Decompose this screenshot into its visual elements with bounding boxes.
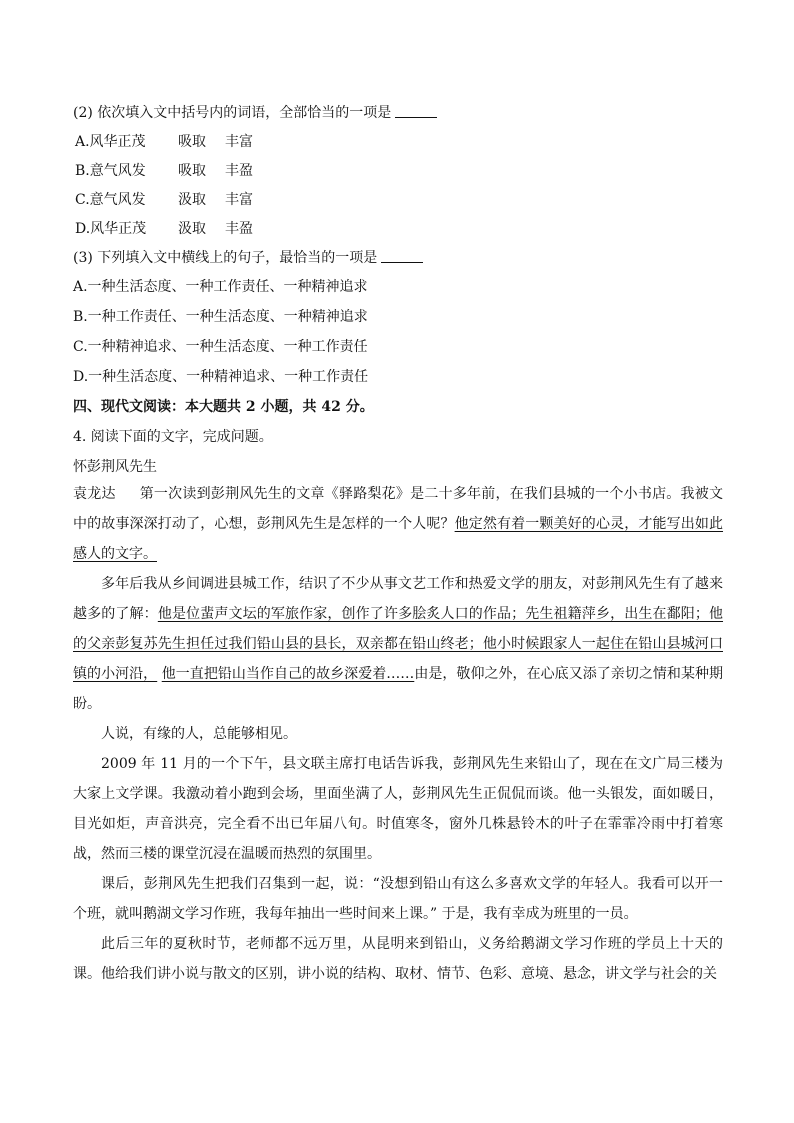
answer-blank	[381, 248, 423, 263]
option-word-1: 汲取	[178, 192, 206, 208]
question-2-option-a	[73, 132, 723, 152]
article-paragraph-5: 课后，彭荆风先生把我们召集到一起，说：“没想到铅山有这么多喜欢文学的年轻人。我看可以开一个班，就叫鹅湖文学习作班，我每年抽出一些时间来上课。” 于是，我有幸成为班里的一员。	[73, 876, 723, 922]
article-author: 袁龙达	[73, 486, 116, 502]
option-word-2: 丰富	[225, 192, 253, 208]
option-word-1: 吸取	[178, 134, 206, 150]
option-word-1: 吸取	[178, 163, 206, 179]
underlined-sentence: 他是位蜚声文坛的军旅作家，创作了许多脍炙人口的作品；先生祖籍萍乡，出生在鄱阳；他的父亲彭复苏先生担任过我们铅山县的县长，双亲都在铅山终老；他小时候跟家人一起住在铅山县城河口镇的小河沿，	[73, 606, 724, 682]
question-3-stem: (3) 下列填入文中横线上的句子，最恰当的一项是	[73, 248, 723, 268]
underlined-sentence: 他一直把铅山当作自己的故乡深爱着……	[161, 666, 415, 682]
question-2-option-b	[73, 161, 723, 181]
question-2-option-c	[73, 190, 723, 210]
underlined-sentence: 他定然有着一颗美好的心灵，才能写出如此感人的文字。	[73, 516, 724, 562]
question-3-option-b: B.一种工作责任、一种生活态度、一种精神追求	[73, 309, 368, 325]
article-paragraph-4: 2009 年 11 月的一个下午，县文联主席打电话告诉我，彭荆风先生来铅山了，现在在文广局三楼为大家上文学课。我激动着小跑到会场，里面坐满了人，彭荆风先生正侃侃而谈。他一头银发，面如暖日，目光如炬，声音洪亮，完全看不出已年届八旬。时值寒冬，窗外几株悬铃木的叶子在霏霏冷雨中打着寒战，然而三楼的课堂沉浸在温暖而热烈的氛围里。	[73, 756, 723, 862]
article-paragraph-3: 人说，有缘的人，总能够相见。	[101, 726, 297, 742]
page-content	[73, 103, 723, 989]
article-title: 怀彭荆风先生	[73, 459, 157, 475]
option-word-1: 汲取	[178, 221, 206, 237]
answer-blank	[395, 103, 437, 118]
question-4-instruction: 4. 阅读下面的文字，完成问题。	[73, 429, 273, 445]
option-label: B.意气风发	[75, 163, 146, 179]
option-word-2: 丰盈	[225, 221, 253, 237]
question-3-option-a: A.一种生活态度、一种工作责任、一种精神追求	[73, 279, 368, 295]
article-paragraph-1: 袁龙达 第一次读到彭荆风先生的文章《驿路梨花》是二十多年前，在我们县城的一个小书店。我被文中的故事深深打动了，心想，彭荆风先生是怎样的一个人呢？他定然有着一颗美好的心灵，才能写出如此感人的文字。	[73, 486, 724, 562]
question-3-option-c: C.一种精神追求、一种生活态度、一种工作责任	[73, 339, 368, 355]
question-2-stem: (2) 依次填入文中括号内的词语，全部恰当的一项是	[73, 103, 723, 123]
option-word-2: 丰盈	[225, 163, 253, 179]
option-word-2: 丰富	[225, 134, 253, 150]
question-2-option-d	[73, 219, 723, 239]
article-paragraph-2: 多年后我从乡间调进县城工作，结识了不少从事文艺工作和热爱文学的朋友，对彭荆风先生有了越来越多的了解：他是位蜚声文坛的军旅作家，创作了许多脍炙人口的作品；先生祖籍萍乡，出生在鄱阳；他的父亲彭复苏先生担任过我们铅山县的县长，双亲都在铅山终老；他小时候跟家人一起住在铅山县城河口镇的小河沿， 他一直把铅山当作自己的故乡深爱着……由是，敬仰之外，在心底又添了亲切之情和某种期盼。	[73, 576, 724, 712]
section-heading: 四、现代文阅读：本大题共 2 小题，共 42 分。	[73, 399, 374, 415]
option-label: C.意气风发	[75, 192, 146, 208]
option-label: A.风华正茂	[75, 134, 146, 150]
option-label: D.风华正茂	[75, 221, 147, 237]
article-paragraph-6: 此后三年的夏秋时节，老师都不远万里，从昆明来到铅山，义务给鹅湖文学习作班的学员上十天的课。他给我们讲小说与散文的区别，讲小说的结构、取材、情节、色彩、意境、悬念，讲文学与社会的关	[73, 936, 723, 982]
question-3-option-d: D.一种生活态度、一种精神追求、一种工作责任	[73, 369, 369, 385]
